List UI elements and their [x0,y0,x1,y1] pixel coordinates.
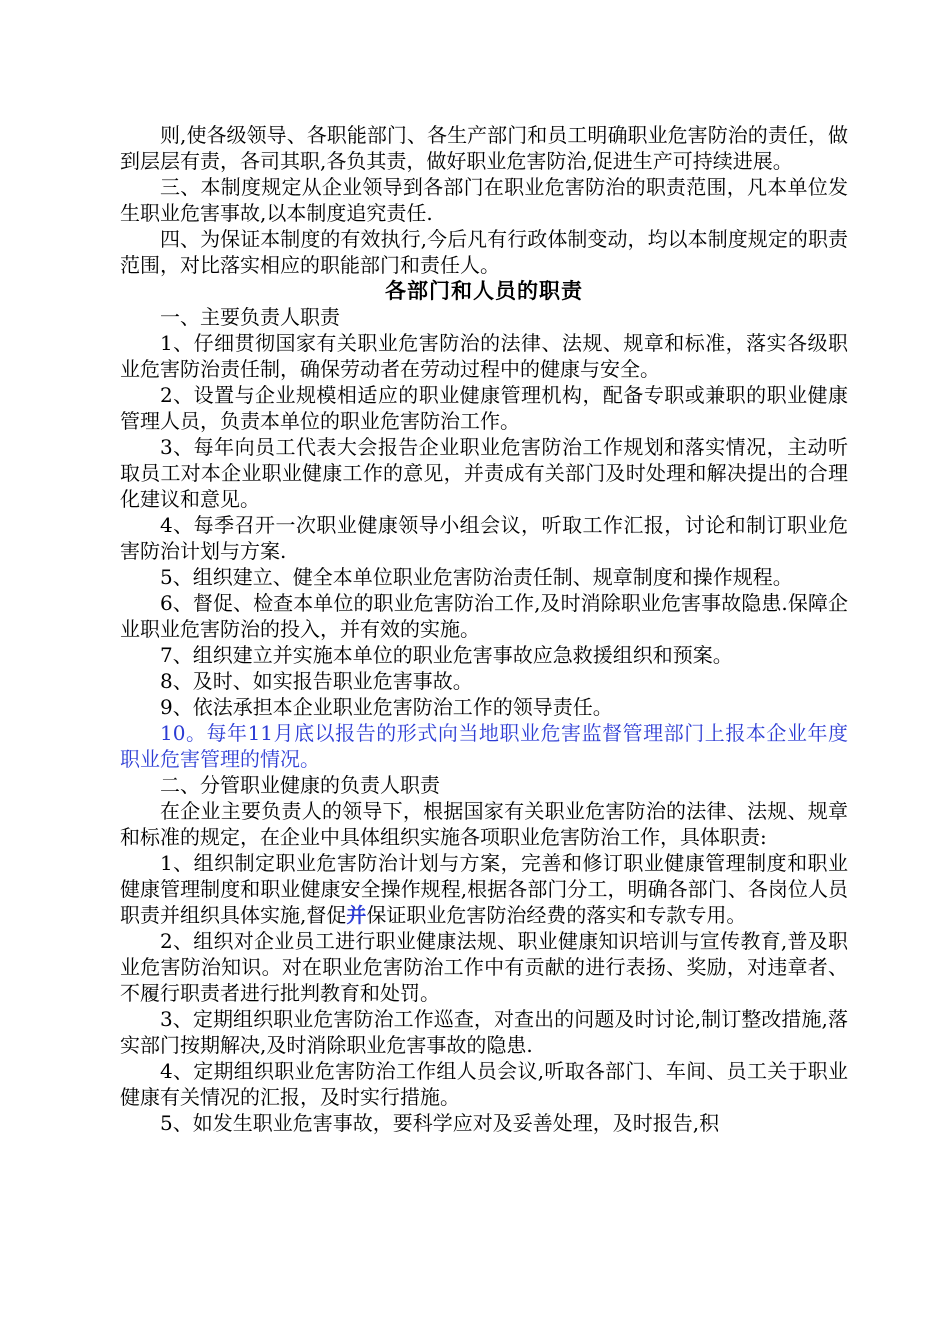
part1-item-8: 8、及时、如实报告职业危害事故。 [160,669,473,693]
part2-heading: 二、分管职业健康的负责人职责 [160,773,440,797]
part2-item-3: 3、定期组织职业危害防治工作巡查，对查出的问题及时讨论,制订整改措施,落实部门按期解决,及时消除职业危害事故的隐患. [120,1007,848,1057]
part1-item-10: 10。每年11月底以报告的形式向当地职业危害监督管理部门上报本企业年度职业危害管理的情况。 [120,721,848,771]
part1-item-2: 2、设置与企业规模相适应的职业健康管理机构，配备专职或兼职的职业健康管理人员，负责本单位的职业危害防治工作。 [120,383,848,433]
part1-item-5: 5、组织建立、健全本单位职业危害防治责任制、规章制度和操作规程。 [160,565,793,589]
part2-item-2: 2、组织对企业员工进行职业健康法规、职业健康知识培训与宣传教育,普及职业危害防治知识。对在职业危害防治工作中有贡献的进行表扬、奖励，对违章者、不履行职责者进行批判教育和处罚。 [120,929,848,1005]
part1-heading: 一、主要负责人职责 [160,305,340,329]
part1-item-7: 7、组织建立并实施本单位的职业危害事故应急救援组织和预案。 [160,643,733,667]
document-page [120,122,848,1136]
part1-item-4: 4、每季召开一次职业健康领导小组会议，听取工作汇报，讨论和制订职业危害防治计划与方案. [120,513,848,563]
part1-item-9: 9、依法承担本企业职业危害防治工作的领导责任。 [160,695,613,719]
part2-item-1-highlight: 并 [346,903,367,927]
part1-item-1: 1、仔细贯彻国家有关职业危害防治的法律、法规、规章和标准，落实各级职业危害防治责任制，确保劳动者在劳动过程中的健康与安全。 [120,331,848,381]
part2-intro: 在企业主要负责人的领导下，根据国家有关职业危害防治的法律、法规、规章和标准的规定，在企业中具体组织实施各项职业危害防治工作，具体职责: [120,799,848,849]
part2-item-1-text-a: 1、组织制定职业危害防治计划与方案，完善和修订职业健康管理制度和职业健康管理制度和职业健康安全操作规程,根据各部门分工，明确各部门、各岗位人员职责并组织具体实施,督促 [120,851,848,927]
intro-paragraph-1: 则,使各级领导、各职能部门、各生产部门和员工明确职业危害防治的责任，做到层层有责，各司其职,各负其责，做好职业危害防治,促进生产可持续进展。 [120,123,848,173]
part2-item-1 [120,850,848,928]
part1-item-6: 6、督促、检查本单位的职业危害防治工作,及时消除职业危害事故隐患.保障企业职业危害防治的投入，并有效的实施。 [120,591,848,641]
part2-item-4: 4、定期组织职业危害防治工作组人员会议,听取各部门、车间、员工关于职业健康有关情况的汇报，及时实行措施。 [120,1059,848,1109]
part2-item-1-text-b: 保证职业危害防治经费的落实和专款专用。 [366,903,747,927]
intro-paragraph-3: 四、为保证本制度的有效执行,今后凡有行政体制变动，均以本制度规定的职责范围，对比落实相应的职能部门和责任人。 [120,227,848,277]
part1-item-3: 3、每年向员工代表大会报告企业职业危害防治工作规划和落实情况，主动听取员工对本企业职业健康工作的意见，并责成有关部门及时处理和解决提出的合理化建议和意见。 [120,435,848,511]
section-title: 各部门和人员的职责 [385,278,583,303]
part2-item-5: 5、如发生职业危害事故，要科学应对及妥善处理，及时报告,积 [160,1111,720,1135]
intro-paragraph-2: 三、本制度规定从企业领导到各部门在职业危害防治的职责范围，凡本单位发生职业危害事故,以本制度追究责任. [120,175,848,225]
